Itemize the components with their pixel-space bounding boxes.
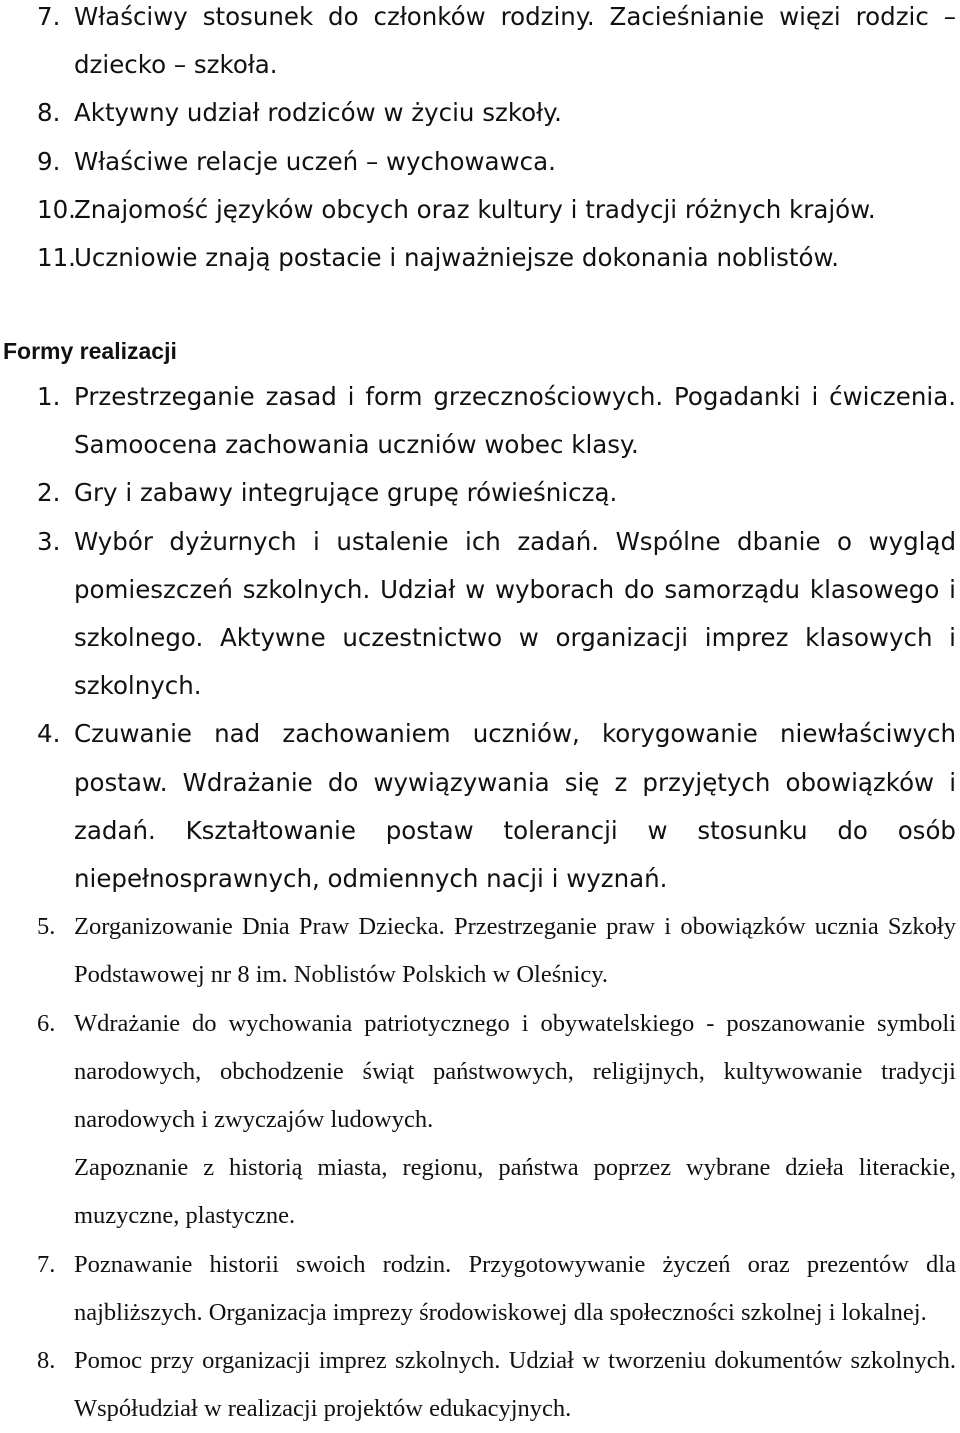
item-text-continued: Zapoznanie z historią miasta, regionu, państwa poprzez wybrane dzieła literackie, muzyczne, plastyczne. [74,1154,956,1230]
item-text: Czuwanie nad zachowaniem uczniów, korygowanie niewłaściwych postaw. Wdrażanie do wywiązywania się z przyjętych obowiązków i zadań. Kształtowanie postaw tolerancji w stosunku do osób niepełnosprawnych, odmiennych nacji i wyznań. [74,719,956,894]
list-item [0,186,960,234]
item-text: Wdrażanie do wychowania patriotycznego i obywatelskiego - poszanowanie symboli narodowych, obchodzenie świąt państwowych, religijnych, kultywowanie tradycji narodowych i zwyczajów ludowych. [74,1009,956,1134]
item-number: 6. [37,1009,56,1037]
item-number: 7. [37,1250,56,1278]
item-number: 8. [37,98,61,128]
item-text: Gry i zabawy integrujące grupę rówieśniczą. [74,478,618,508]
item-text: Aktywny udział rodziców w życiu szkoły. [74,98,562,128]
item-number: 2. [37,478,61,508]
item-number: 7. [37,2,61,31]
item-text: Pomoc przy organizacji imprez szkolnych. Udział w tworzeniu dokumentów szkolnych. Współudział w realizacji projektów edukacyjnych. [74,1347,956,1423]
item-number: 10. [37,194,76,224]
item-text: Poznawanie historii swoich rodzin. Przygotowywanie życzeń oraz prezentów dla najbliższych. Organizacja imprezy środowiskowej dla społeczności szkolnej i lokalnej. [74,1250,956,1326]
list-item [0,138,960,186]
list-item [0,710,960,903]
item-text: Właściwe relacje uczeń – wychowawca. [74,146,556,176]
item-text: Właściwy stosunek do członków rodziny. Zacieśnianie więzi rodzic – dziecko – szkoła. [74,2,956,80]
goals-list [0,0,960,282]
item-number: 11. [37,243,76,273]
item-text: Przestrzeganie zasad i form grzecznościowych. Pogadanki i ćwiczenia. Samoocena zachowania uczniów wobec klasy. [74,382,956,460]
list-item [0,903,960,999]
item-text: Znajomość języków obcych oraz kultury i tradycji różnych krajów. [74,194,876,224]
list-item [0,373,960,469]
section-heading: Formy realizacji [3,338,177,364]
item-number: 5. [37,913,56,941]
list-item [0,0,960,89]
item-number: 1. [37,382,61,411]
item-text: Wybór dyżurnych i ustalenie ich zadań. Wspólne dbanie o wygląd pomieszczeń szkolnych. Udział w wyborach do samorządu klasowego i szkolnego. Aktywne uczestnictwo w organizacji imprez klasowych i szkolnych. [74,526,956,701]
forms-list [0,373,960,1433]
item-number: 8. [37,1347,56,1375]
item-text: Uczniowie znają postacie i najważniejsze dokonania noblistów. [74,243,840,273]
list-item [0,89,960,137]
list-item [0,1241,960,1337]
list-item [0,469,960,517]
list-item [0,1337,960,1433]
list-item [0,234,960,282]
list-item [0,1000,960,1241]
item-number: 3. [37,526,61,556]
item-number: 4. [37,719,61,749]
list-item [0,518,960,711]
item-text: Zorganizowanie Dnia Praw Dziecka. Przestrzeganie praw i obowiązków ucznia Szkoły Podstawowej nr 8 im. Noblistów Polskich w Oleśnicy. [74,913,956,989]
item-number: 9. [37,146,61,176]
